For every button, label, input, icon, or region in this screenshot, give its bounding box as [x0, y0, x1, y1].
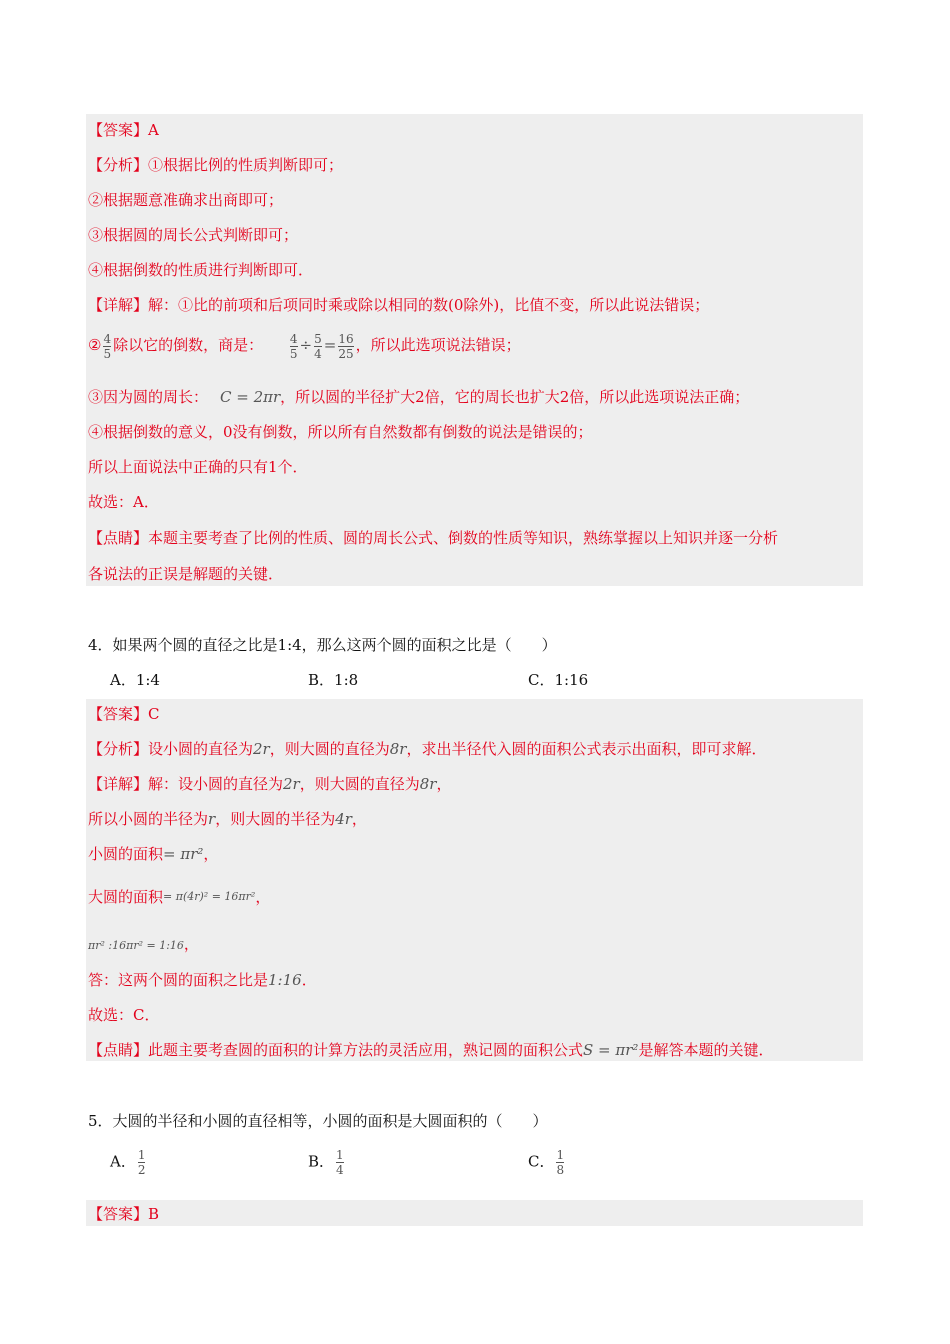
detail-line: [88, 970, 317, 990]
ratio-result: 1:16: [268, 971, 302, 989]
detail-line-fraction: [88, 330, 521, 361]
choose-line: 故选：A．: [88, 493, 159, 511]
math-8r: 8r: [419, 775, 437, 793]
denominator: 4: [336, 1163, 344, 1177]
question-5-stem: 5．大圆的半径和小圆的直径相等，小圆的面积是大圆面积的（ ）: [88, 1112, 548, 1130]
numerator: 1: [336, 1148, 344, 1162]
answer-label: 【答案】A: [88, 121, 159, 139]
detail-text: 大圆的面积: [88, 888, 164, 906]
detail-text: ，则大圆的直径为: [299, 775, 420, 793]
numerator: 1: [137, 1148, 146, 1162]
numerator: 4: [103, 331, 112, 346]
choose-line: 故选：C．: [88, 1006, 160, 1024]
analysis-text: ，求出半径代入圆的面积公式表示出面积，即可求解．: [406, 740, 767, 758]
detail-text: 答：这两个圆的面积之比是: [88, 971, 269, 989]
detail-text: ，: [255, 888, 271, 906]
option-b[interactable]: B．1:8: [308, 671, 359, 689]
analysis-text: 【分析】设小圆的直径为: [88, 740, 254, 758]
option-label: A．: [110, 1152, 136, 1171]
denominator: 5: [289, 346, 298, 361]
equals-sign: =: [323, 336, 337, 354]
option-c[interactable]: C．1:16: [528, 671, 589, 689]
detail-text: ，: [351, 810, 367, 828]
fraction: [290, 332, 298, 361]
detail-text: ，则大圆的半径为: [215, 810, 336, 828]
detail-line: [88, 387, 749, 407]
option-label: B．: [308, 1152, 335, 1171]
circumference-formula: C = 2πr: [220, 388, 281, 406]
fraction: [103, 332, 111, 361]
detail-text: 小圆的面积: [88, 845, 164, 863]
numerator: 1: [556, 1148, 565, 1162]
area-formula: S = πr²: [583, 1041, 639, 1059]
detail-text: ，所以圆的半径扩大2倍，它的周长也扩大2倍，所以此选项说法正确；: [280, 388, 750, 406]
detail-text: ，: [183, 935, 199, 953]
fraction: [138, 1148, 146, 1177]
analysis-line: ④根据倒数的性质进行判断即可．: [88, 261, 314, 279]
option-label: C．: [528, 1152, 555, 1171]
detail-line: [88, 809, 367, 829]
comment-text: 【点睛】此题主要考查圆的面积的计算方法的灵活应用，熟记圆的面积公式: [88, 1041, 584, 1059]
answer-label: 【答案】C: [88, 705, 160, 723]
answer-label: 【答案】B: [88, 1205, 160, 1223]
detail-text: 所以小圆的半径为: [88, 810, 209, 828]
division-sign: ÷: [299, 336, 313, 354]
math-4r: 4r: [335, 810, 352, 828]
fraction: [336, 1148, 344, 1177]
detail-text: 除以它的倒数，商是：: [113, 336, 264, 354]
detail-text: ③因为圆的周长：: [88, 388, 209, 406]
denominator: 25: [338, 346, 354, 361]
comment-text: 是解答本题的关键．: [638, 1041, 774, 1059]
detail-line: [88, 844, 218, 864]
numerator: 5: [314, 331, 322, 346]
option-b[interactable]: [308, 1148, 346, 1177]
big-area-formula: = π(4r)² = 16πr²: [163, 890, 256, 903]
detail-line: [88, 934, 199, 956]
fraction: [556, 1148, 564, 1177]
detail-line: [88, 774, 451, 794]
math-8r: 8r: [389, 740, 407, 758]
detail-line: ④根据倒数的意义，0没有倒数，所以所有自然数都有倒数的说法是错误的；: [88, 423, 593, 441]
numerator: 16: [338, 331, 354, 346]
solution-block-5: [86, 1200, 863, 1226]
math-2r: 2r: [283, 775, 300, 793]
denominator: 4: [314, 346, 322, 361]
small-area-formula: = πr²: [163, 845, 204, 863]
detail-text: ，: [203, 845, 219, 863]
math-r: r: [208, 810, 216, 828]
denominator: 2: [137, 1163, 146, 1177]
area-ratio-formula: πr² :16πr² = 1:16: [88, 939, 184, 952]
option-a[interactable]: A．1:4: [110, 671, 160, 689]
comment-line: 各说法的正误是解题的关键．: [88, 565, 284, 583]
detail-text: ②: [88, 336, 102, 354]
analysis-line: 【分析】①根据比例的性质判断即可；: [88, 156, 344, 174]
detail-text: 【详解】解：设小圆的直径为: [88, 775, 284, 793]
numerator: 4: [289, 331, 298, 346]
denominator: 8: [556, 1163, 565, 1177]
fraction: [314, 332, 322, 361]
detail-text: ．: [301, 971, 317, 989]
detail-line: 所以上面说法中正确的只有1个．: [88, 458, 308, 476]
option-a[interactable]: [110, 1148, 147, 1177]
comment-line: [88, 1040, 773, 1060]
analysis-line: ②根据题意准确求出商即可；: [88, 191, 284, 209]
detail-line: 【详解】解：①比的前项和后项同时乘或除以相同的数(0除外)，比值不变，所以此说法错误；: [88, 296, 710, 314]
comment-line: 【点睛】本题主要考查了比例的性质、圆的周长公式、倒数的性质等知识，熟练掌握以上知识并逐一分析: [88, 529, 779, 547]
detail-text: ，: [436, 775, 452, 793]
fraction: [338, 332, 353, 361]
detail-text: ，所以此选项说法错误；: [355, 336, 521, 354]
denominator: 5: [103, 346, 112, 361]
analysis-text: ，则大圆的直径为: [269, 740, 390, 758]
detail-line: [88, 880, 270, 914]
math-2r: 2r: [253, 740, 270, 758]
analysis-line: [88, 739, 766, 759]
question-4-stem: 4．如果两个圆的直径之比是1:4，那么这两个圆的面积之比是（ ）: [88, 636, 557, 654]
analysis-line: ③根据圆的周长公式判断即可；: [88, 226, 299, 244]
option-c[interactable]: [528, 1148, 566, 1177]
